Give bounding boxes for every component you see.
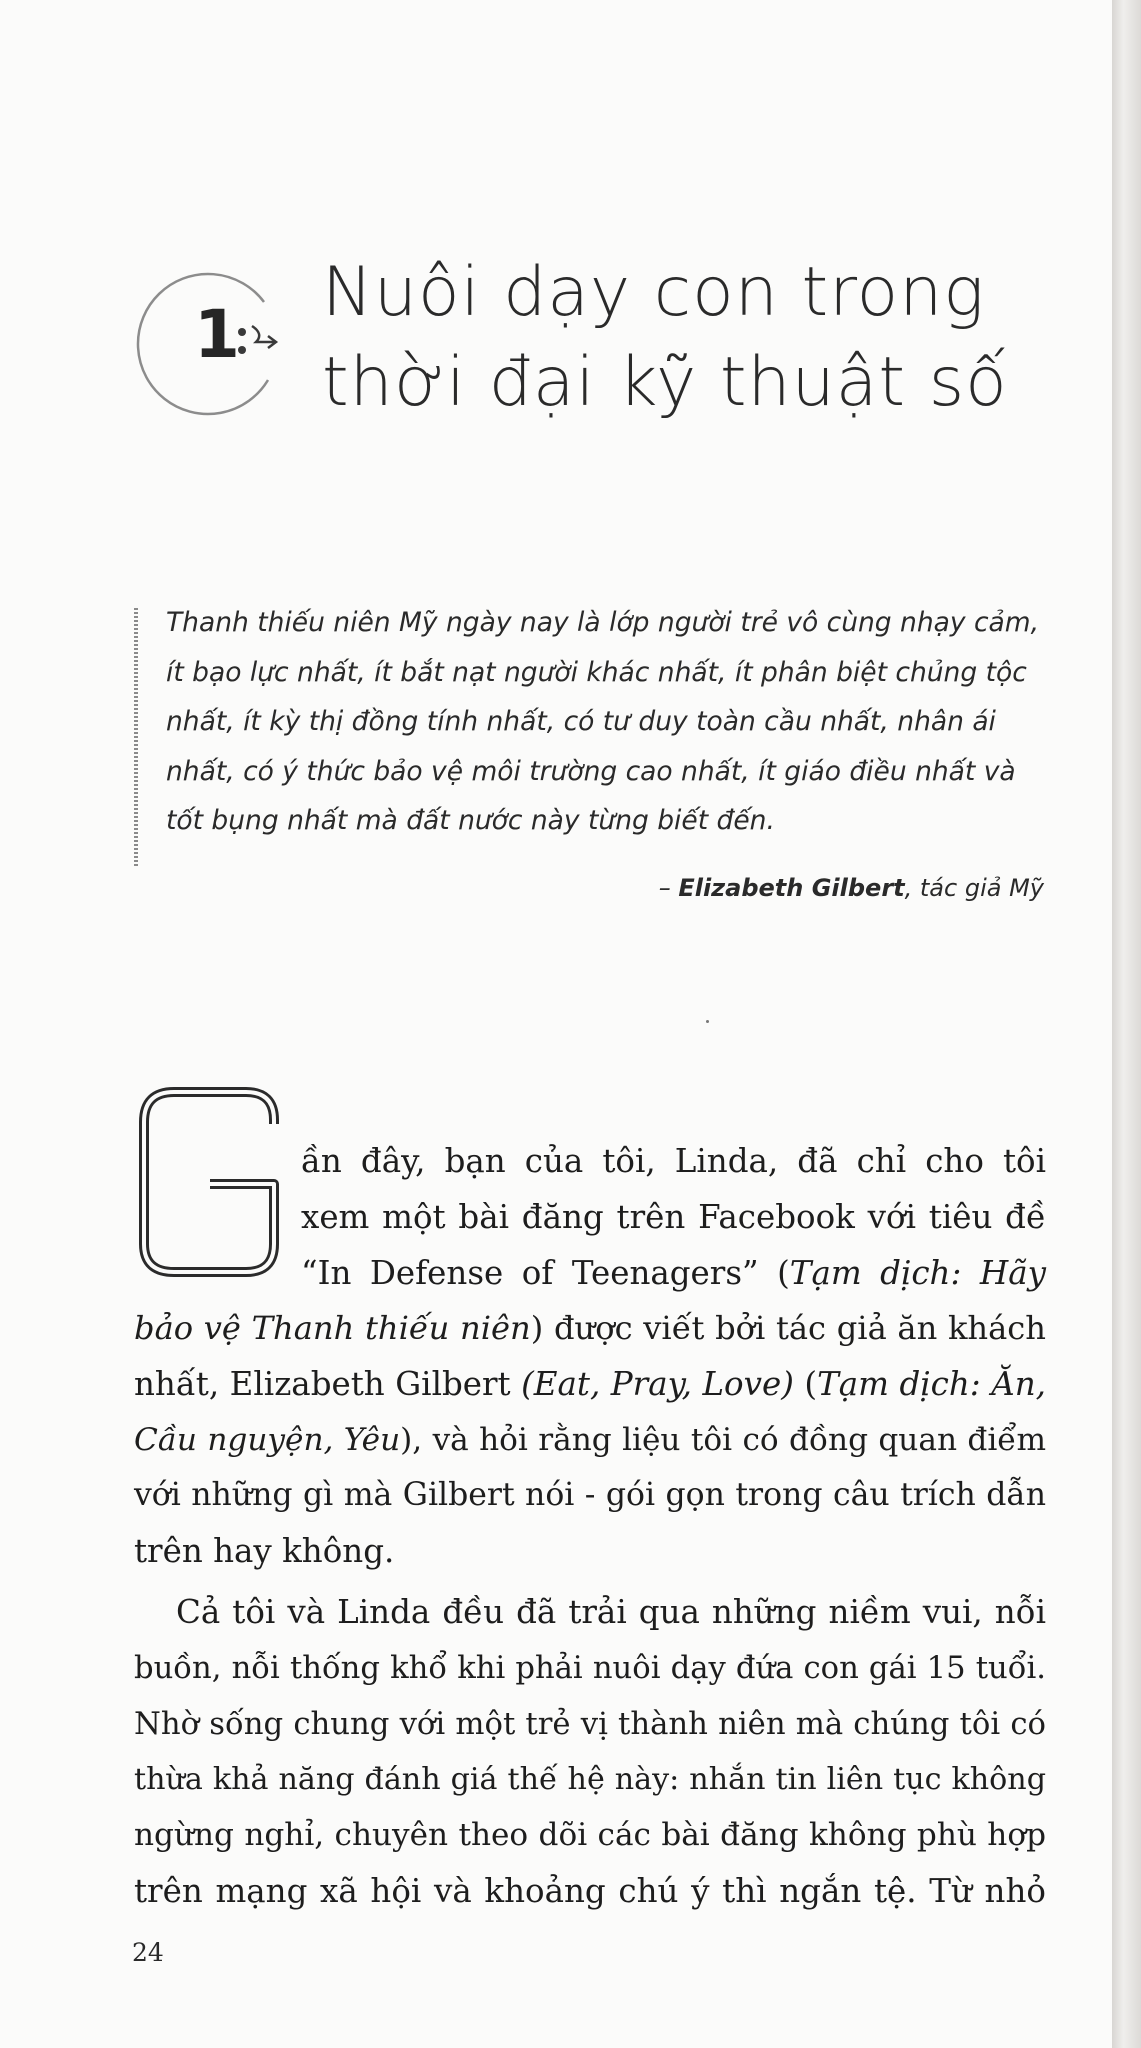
chapter-title xyxy=(322,248,1008,428)
body-line: ngừng nghỉ, chuyên theo dõi các bài đăng không phù hợp xyxy=(134,1817,1046,1854)
epigraph-line: tốt bụng nhất mà đất nước này từng biết đến. xyxy=(166,805,775,836)
epigraph-line: Thanh thiếu niên Mỹ ngày nay là lớp người trẻ vô cùng nhạy cảm, xyxy=(166,607,1040,638)
epigraph-line: nhất, có ý thức bảo vệ môi trường cao nhất, ít giáo điều nhất và xyxy=(166,755,1016,787)
text-run: ), và hỏi rằng liệu tôi có đồng quan điểm xyxy=(400,1421,1046,1458)
quote-rule xyxy=(134,608,138,866)
paragraph-1-head xyxy=(301,1134,1046,1301)
attribution-dash: – xyxy=(658,874,679,902)
chapter-title-line: thời đại kỹ thuật số xyxy=(322,343,1008,422)
italic-run: Tạm dịch: Hãy xyxy=(789,1253,1046,1292)
body-line: Nhờ sống chung với một trẻ vị thành niên mà chúng tôi có xyxy=(134,1706,1046,1742)
body-line: buồn, nỗi thống khổ khi phải nuôi dạy đứa con gái 15 tuổi. xyxy=(134,1650,1046,1686)
epigraph-quote xyxy=(134,598,1054,902)
epigraph-attribution xyxy=(659,874,1044,902)
chapter-title-line: Nuôi dạy con trong xyxy=(322,253,986,332)
body-line xyxy=(134,1357,1046,1413)
page-edge-shadow xyxy=(1112,0,1141,2048)
body-line xyxy=(134,1413,1046,1469)
body-line: thừa khả năng đánh giá thế hệ này: nhắn tin liên tục không xyxy=(134,1762,1046,1798)
body-line: trên mạng xã hội và khoảng chú ý thì ngắn tệ. Từ nhỏ xyxy=(134,1871,1046,1910)
text-run: ) được viết bởi tác giả ăn khách xyxy=(530,1309,1046,1347)
chapter-number: 1 xyxy=(194,296,240,373)
body-line: xem một bài đăng trên Facebook với tiêu đề xyxy=(301,1197,1046,1236)
attribution-author: Elizabeth Gilbert xyxy=(678,874,905,902)
body-line xyxy=(134,1301,1046,1357)
italic-run: (Eat, Pray, Love) xyxy=(521,1364,794,1403)
paragraph-1-body xyxy=(134,1301,1046,1580)
epigraph-line: ít bạo lực nhất, ít bắt nạt người khác nhất, ít phân biệt chủng tộc xyxy=(166,656,1027,688)
print-speck xyxy=(706,1020,709,1023)
attribution-role: , tác giả Mỹ xyxy=(904,874,1044,902)
drop-cap-g-letter xyxy=(136,1084,284,1280)
body-line: ần đây, bạn của tôi, Linda, đã chỉ cho tôi xyxy=(301,1142,1046,1180)
chapter-number-badge xyxy=(132,262,292,422)
page-number: 24 xyxy=(132,1938,164,1967)
epigraph-line: nhất, ít kỳ thị đồng tính nhất, có tư duy toàn cầu nhất, nhân ái xyxy=(166,706,996,737)
text-run: ( xyxy=(793,1364,818,1403)
paragraph-2 xyxy=(134,1585,1046,1920)
drop-cap xyxy=(136,1084,284,1280)
body-line: trên hay không. xyxy=(134,1532,395,1571)
body-line: với những gì mà Gilbert nói - gói gọn trong câu trích dẫn xyxy=(134,1477,1046,1514)
text-run: nhất, Elizabeth Gilbert xyxy=(134,1364,522,1403)
italic-run: Tạm dịch: Ăn, xyxy=(817,1364,1046,1403)
text-run: “In Defense of Teenagers” ( xyxy=(301,1253,790,1292)
body-line xyxy=(301,1246,1046,1302)
italic-run: bảo vệ Thanh thiếu niên xyxy=(134,1309,531,1347)
epigraph-text xyxy=(166,598,1054,846)
italic-run: Cầu nguyện, Yêu xyxy=(134,1421,401,1458)
body-line: Cả tôi và Linda đều đã trải qua những niềm vui, nỗi xyxy=(176,1593,1046,1631)
